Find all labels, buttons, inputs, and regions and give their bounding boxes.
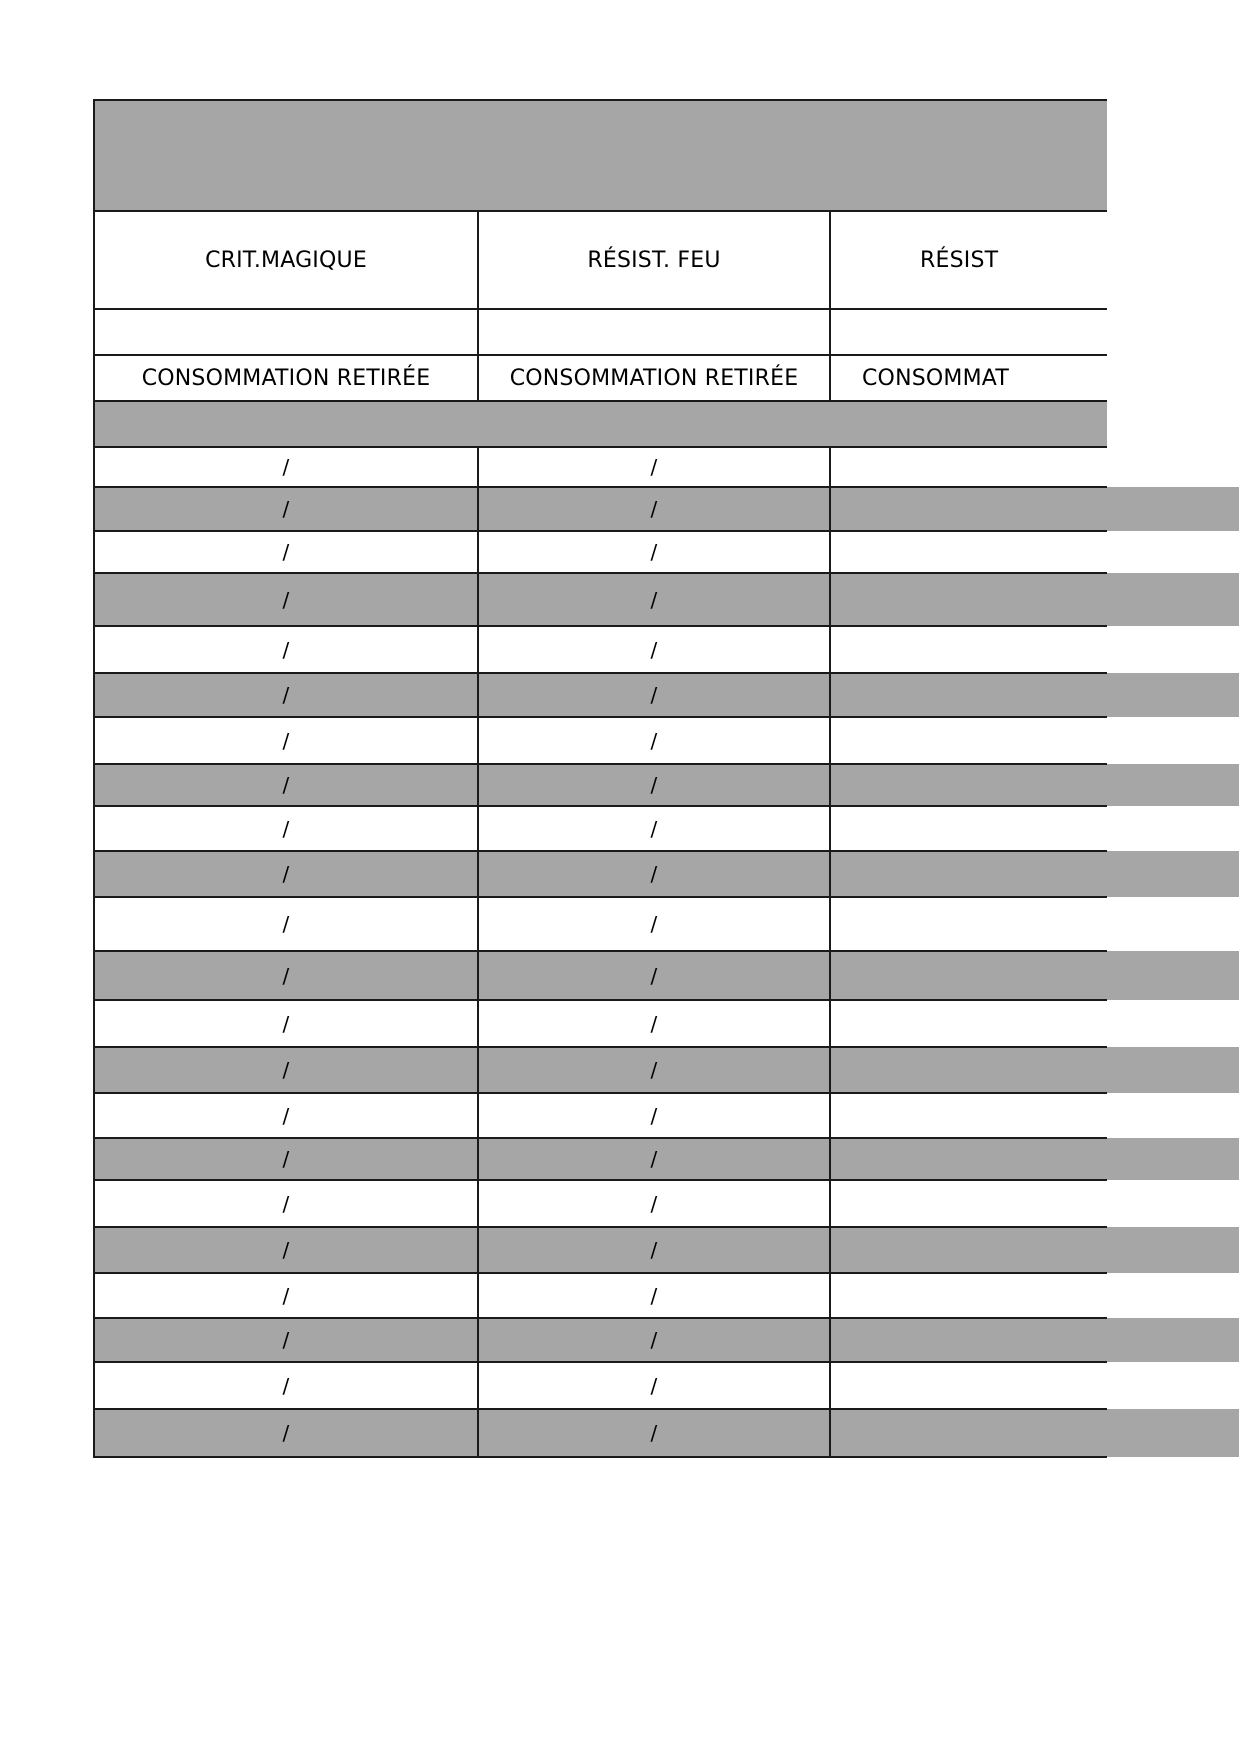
table-cell[interactable] bbox=[830, 764, 1070, 806]
table-cell[interactable]: / bbox=[282, 1147, 290, 1171]
row-divider bbox=[93, 1226, 1107, 1228]
row-divider bbox=[93, 1317, 1107, 1319]
row-divider bbox=[93, 99, 1107, 101]
column-consumption-cell[interactable]: CONSOMMATION RETIRÉE bbox=[509, 365, 799, 391]
row-divider bbox=[93, 763, 1107, 765]
row-overflow-band bbox=[1107, 951, 1239, 1000]
table-cell[interactable]: / bbox=[650, 540, 658, 564]
row-divider bbox=[93, 850, 1107, 852]
table-cell[interactable] bbox=[830, 1000, 1070, 1047]
row-overflow-band bbox=[1107, 851, 1239, 897]
table-cell[interactable]: / bbox=[282, 683, 290, 707]
table-cell[interactable] bbox=[830, 951, 1070, 1000]
row-divider bbox=[93, 1456, 1107, 1458]
row-divider bbox=[93, 950, 1107, 952]
table-cell[interactable]: / bbox=[650, 637, 658, 662]
table-cell[interactable]: / bbox=[282, 540, 290, 564]
column-consumption-cell[interactable]: CONSOMMAT bbox=[862, 365, 1009, 391]
table-cell[interactable]: / bbox=[650, 816, 658, 841]
table-cell[interactable] bbox=[830, 897, 1070, 951]
table-cell[interactable]: / bbox=[650, 1191, 658, 1216]
column-divider bbox=[829, 447, 831, 1458]
table-cell[interactable] bbox=[830, 1138, 1070, 1180]
row-divider bbox=[93, 805, 1107, 807]
table-cell[interactable] bbox=[830, 626, 1070, 673]
row-divider bbox=[93, 999, 1107, 1001]
row-divider bbox=[93, 1092, 1107, 1094]
table-cell[interactable]: / bbox=[282, 1191, 290, 1216]
section-band bbox=[94, 401, 1107, 447]
table-cell[interactable]: / bbox=[650, 1328, 658, 1352]
table-cell[interactable]: / bbox=[650, 912, 658, 936]
table-cell[interactable]: / bbox=[282, 912, 290, 936]
column-consumption-cell[interactable]: CONSOMMATION RETIRÉE bbox=[141, 365, 431, 391]
row-divider bbox=[93, 210, 1107, 212]
column-note-cell[interactable] bbox=[478, 309, 830, 355]
row-divider bbox=[93, 1272, 1107, 1274]
table-cell[interactable] bbox=[830, 1047, 1070, 1093]
table-cell[interactable]: / bbox=[650, 963, 658, 988]
table-cell[interactable]: / bbox=[650, 1103, 658, 1128]
table-cell[interactable] bbox=[830, 531, 1070, 573]
table-cell[interactable]: / bbox=[282, 587, 290, 612]
row-overflow-band bbox=[1107, 487, 1239, 531]
table-cell[interactable]: / bbox=[282, 455, 290, 479]
table-cell[interactable]: / bbox=[282, 1373, 290, 1398]
table-cell[interactable]: / bbox=[650, 862, 658, 886]
table-cell[interactable] bbox=[830, 1227, 1070, 1273]
row-overflow-band bbox=[1107, 1138, 1239, 1180]
row-divider bbox=[93, 896, 1107, 898]
row-divider bbox=[93, 572, 1107, 574]
table-cell[interactable]: / bbox=[282, 773, 290, 797]
table-cell[interactable]: / bbox=[650, 497, 658, 521]
table-cell[interactable]: / bbox=[650, 1238, 658, 1262]
table-cell[interactable]: / bbox=[282, 1058, 290, 1082]
table-cell[interactable]: / bbox=[282, 1011, 290, 1036]
table-cell[interactable]: / bbox=[282, 1328, 290, 1352]
row-overflow-band bbox=[1107, 1227, 1239, 1273]
table-cell[interactable]: / bbox=[650, 587, 658, 612]
table-cell[interactable]: / bbox=[650, 728, 658, 753]
row-divider bbox=[93, 354, 1107, 356]
table-left-border bbox=[93, 100, 95, 1458]
table-cell[interactable]: / bbox=[650, 1283, 658, 1308]
table-cell[interactable]: / bbox=[650, 1373, 658, 1398]
table-cell[interactable]: / bbox=[282, 497, 290, 521]
table-cell[interactable]: / bbox=[282, 862, 290, 886]
table-cell[interactable] bbox=[830, 1318, 1070, 1362]
column-header-cell[interactable]: CRIT.MAGIQUE bbox=[205, 247, 367, 273]
table-cell[interactable]: / bbox=[282, 1238, 290, 1262]
table-cell[interactable] bbox=[830, 1273, 1070, 1318]
row-divider bbox=[93, 1137, 1107, 1139]
table-cell[interactable]: / bbox=[650, 1058, 658, 1082]
row-divider bbox=[93, 400, 1107, 402]
table-cell[interactable]: / bbox=[282, 963, 290, 988]
column-header-cell[interactable]: RÉSIST. FEU bbox=[587, 247, 721, 273]
row-overflow-band bbox=[1107, 673, 1239, 717]
table-cell[interactable]: / bbox=[282, 1421, 290, 1445]
table-cell[interactable]: / bbox=[282, 1283, 290, 1308]
table-cell[interactable]: / bbox=[650, 683, 658, 707]
table-cell[interactable]: / bbox=[650, 1421, 658, 1445]
row-divider bbox=[93, 1361, 1107, 1363]
column-note-cell[interactable] bbox=[830, 309, 1070, 355]
table-cell[interactable]: / bbox=[650, 1147, 658, 1171]
table-cell[interactable] bbox=[830, 487, 1070, 531]
column-note-cell[interactable] bbox=[94, 309, 478, 355]
table-cell[interactable] bbox=[830, 806, 1070, 851]
table-cell[interactable] bbox=[830, 573, 1070, 626]
table-cell[interactable] bbox=[830, 717, 1070, 764]
row-divider bbox=[93, 446, 1107, 448]
row-divider bbox=[93, 530, 1107, 532]
column-divider bbox=[477, 447, 479, 1458]
column-divider bbox=[829, 211, 831, 401]
row-divider bbox=[93, 672, 1107, 674]
row-overflow-band bbox=[1107, 1047, 1239, 1093]
row-overflow-band bbox=[1107, 764, 1239, 806]
column-divider bbox=[477, 211, 479, 401]
row-overflow-band bbox=[1107, 1318, 1239, 1362]
table-cell[interactable]: / bbox=[282, 728, 290, 753]
row-divider bbox=[93, 1179, 1107, 1181]
table-cell[interactable]: / bbox=[282, 1103, 290, 1128]
table-cell[interactable] bbox=[830, 1362, 1070, 1409]
table-cell[interactable]: / bbox=[282, 637, 290, 662]
table-cell[interactable] bbox=[830, 1180, 1070, 1227]
title-band bbox=[94, 100, 1107, 211]
row-overflow-band bbox=[1107, 573, 1239, 626]
table-cell[interactable]: / bbox=[650, 455, 658, 479]
row-divider bbox=[93, 308, 1107, 310]
row-divider bbox=[93, 1408, 1107, 1410]
row-divider bbox=[93, 716, 1107, 718]
row-overflow-band bbox=[1107, 1409, 1239, 1457]
table-cell[interactable] bbox=[830, 673, 1070, 717]
row-divider bbox=[93, 486, 1107, 488]
table-cell[interactable] bbox=[830, 851, 1070, 897]
row-divider bbox=[93, 1046, 1107, 1048]
table-cell[interactable]: / bbox=[650, 773, 658, 797]
table-cell[interactable] bbox=[830, 1409, 1070, 1457]
row-divider bbox=[93, 625, 1107, 627]
table-cell[interactable] bbox=[830, 447, 1070, 487]
column-header-cell[interactable]: RÉSIST bbox=[920, 247, 999, 273]
table-cell[interactable]: / bbox=[282, 816, 290, 841]
table-cell[interactable]: / bbox=[650, 1011, 658, 1036]
table-cell[interactable] bbox=[830, 1093, 1070, 1138]
